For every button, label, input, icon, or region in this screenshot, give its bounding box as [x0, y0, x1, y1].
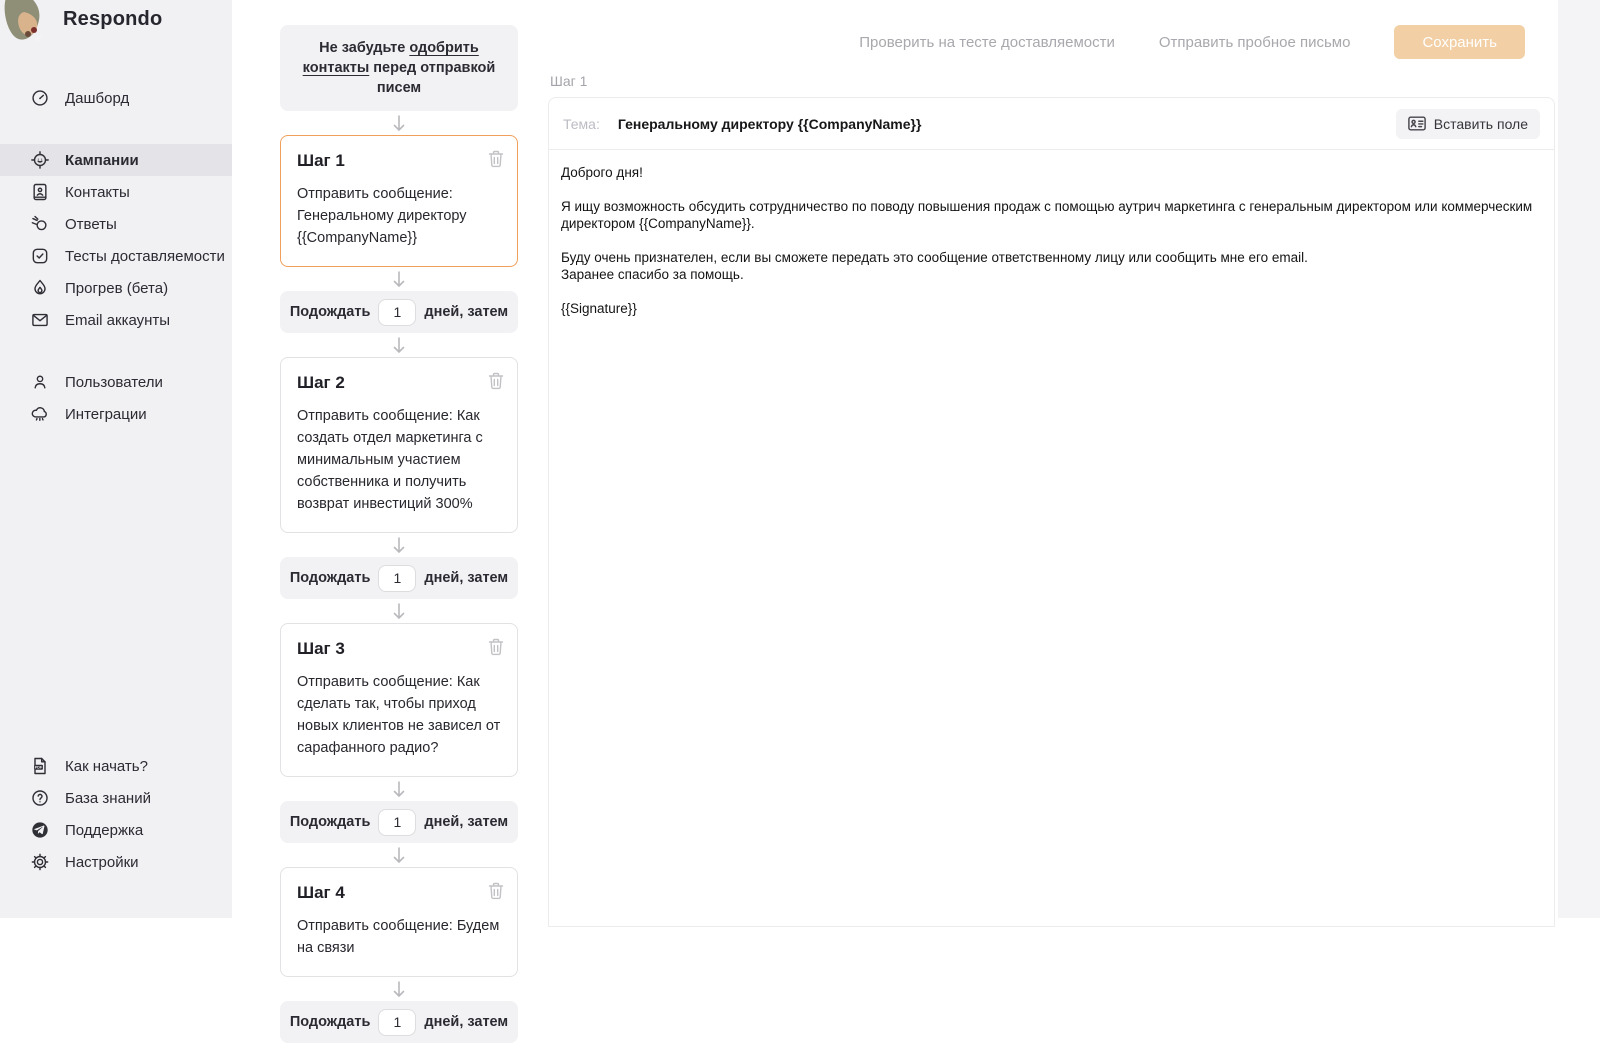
sidebar-item-replies[interactable] — [0, 208, 232, 240]
step-card-3[interactable] — [280, 623, 518, 777]
body-line: Буду очень признателен, если вы сможете передать это сообщение ответственному лицу или сообщить мне его email. — [561, 250, 1308, 265]
notice-text: Не забудьте — [319, 40, 410, 56]
wait-days-input[interactable] — [378, 299, 416, 326]
arrow-down-icon — [392, 115, 406, 131]
sidebar-item-dashboard[interactable] — [0, 82, 232, 114]
wait-before-label: Подождать — [289, 814, 371, 831]
body-line — [561, 232, 1542, 249]
pdf-file-icon — [30, 756, 50, 776]
sidebar — [0, 0, 232, 918]
telegram-icon — [30, 820, 50, 840]
sidebar-item-integrations[interactable] — [0, 398, 232, 430]
wait-before-label: Подождать — [289, 304, 371, 321]
body-line — [561, 181, 1542, 198]
target-icon — [30, 150, 50, 170]
flow-arrow — [280, 599, 518, 623]
wait-after-label: дней, затем — [424, 1014, 509, 1031]
sidebar-item-campaigns[interactable] — [0, 144, 232, 176]
nav-gap — [0, 114, 232, 144]
wait-row — [280, 557, 518, 599]
sidebar-item-label: Поддержка — [65, 821, 144, 839]
sidebar-item-label: Пользователи — [65, 373, 163, 391]
trash-icon — [488, 882, 504, 900]
wait-row — [280, 1001, 518, 1043]
user-icon — [30, 372, 50, 392]
checkbox-icon — [30, 246, 50, 266]
sidebar-item-label: Кампании — [65, 151, 139, 169]
sidebar-item-label: Email аккаунты — [65, 311, 171, 329]
sidebar-item-label: Интеграции — [65, 405, 147, 423]
step-description: Отправить сообщение: Как создать отдел маркетинга с минимальным участием собственника и получить возврат инвестиций 300% — [297, 408, 483, 513]
wait-days-input[interactable] — [378, 809, 416, 836]
body-line: Доброго дня! — [561, 165, 643, 180]
step-description: Отправить сообщение: Будем на связи — [297, 918, 500, 957]
flow-arrow — [280, 111, 518, 135]
email-editor-panel — [548, 97, 1555, 927]
sidebar-nav — [0, 82, 232, 430]
arrow-down-icon — [392, 847, 406, 863]
step-title: Шаг 4 — [297, 883, 345, 903]
svg-text:PDF: PDF — [34, 765, 43, 770]
right-gutter — [1558, 0, 1600, 918]
deliverability-test-link[interactable]: Проверить на тесте доставляемости — [859, 33, 1115, 51]
wait-after-label: дней, затем — [424, 814, 509, 831]
delete-step-button[interactable] — [487, 638, 505, 658]
sidebar-item-settings[interactable] — [0, 846, 232, 878]
arrow-down-icon — [392, 337, 406, 353]
trash-icon — [488, 372, 504, 390]
sidebar-item-users[interactable] — [0, 366, 232, 398]
arrow-down-icon — [392, 537, 406, 553]
wait-row — [280, 801, 518, 843]
insert-field-button[interactable] — [1396, 109, 1540, 139]
sidebar-item-label: Ответы — [65, 215, 117, 233]
sidebar-item-label: Настройки — [65, 853, 139, 871]
contact-book-icon — [30, 182, 50, 202]
sidebar-item-label: Тесты доставляемости — [65, 247, 225, 265]
trash-icon — [488, 638, 504, 656]
sidebar-item-warmup[interactable] — [0, 272, 232, 304]
cloud-icon — [30, 404, 50, 424]
sidebar-item-how-to-start[interactable] — [0, 750, 232, 782]
wait-before-label: Подождать — [289, 570, 371, 587]
step-description: Отправить сообщение: Генеральному директору {{CompanyName}} — [297, 186, 467, 247]
wait-after-label: дней, затем — [424, 570, 509, 587]
body-line: {{Signature}} — [561, 301, 637, 316]
send-test-email-link[interactable]: Отправить пробное письмо — [1158, 33, 1351, 51]
nav-gap — [0, 336, 232, 366]
body-line — [561, 283, 1542, 300]
id-card-icon — [1408, 116, 1426, 131]
question-circle-icon — [30, 788, 50, 808]
sidebar-item-label: Прогрев (бета) — [65, 279, 169, 297]
sidebar-item-knowledge-base[interactable] — [0, 782, 232, 814]
flow-arrow — [280, 843, 518, 867]
wait-days-input[interactable] — [378, 1009, 416, 1036]
envelope-icon — [30, 310, 50, 330]
step-title: Шаг 1 — [297, 151, 345, 170]
insert-field-label: Вставить поле — [1433, 115, 1528, 132]
flow-arrow — [280, 777, 518, 801]
contacts-approval-notice — [280, 25, 518, 111]
subject-row — [549, 98, 1554, 150]
wait-days-input[interactable] — [378, 565, 416, 592]
body-line: Я ищу возможность обсудить сотрудничество по поводу повышения продаж с помощью аутрич маркетинга с генеральным директором или коммерческим директором {{CompanyName}}. — [561, 199, 1533, 231]
arrow-down-icon — [392, 271, 406, 287]
arrow-down-icon — [392, 981, 406, 997]
arrow-down-icon — [392, 781, 406, 797]
sidebar-item-contacts[interactable] — [0, 176, 232, 208]
sidebar-item-label: Как начать? — [65, 757, 148, 775]
trash-icon — [488, 150, 504, 168]
current-step-label: Шаг 1 — [550, 73, 588, 89]
sidebar-item-label: Дашборд — [65, 89, 130, 107]
comet-icon — [30, 214, 50, 234]
editor-header — [548, 25, 1525, 59]
sidebar-footer — [0, 750, 232, 878]
sidebar-item-deliverability-tests[interactable] — [0, 240, 232, 272]
subject-input[interactable]: Генеральному директору {{CompanyName}} — [617, 115, 922, 132]
flow-arrow — [280, 533, 518, 557]
save-button[interactable]: Сохранить — [1394, 25, 1525, 59]
step-title: Шаг 2 — [297, 373, 345, 393]
gear-icon — [30, 852, 50, 872]
logo-row — [0, 0, 232, 48]
sloth-paw-logo-image — [4, 0, 60, 52]
delete-step-button[interactable] — [487, 372, 505, 392]
wait-after-label: дней, затем — [424, 304, 509, 321]
wait-before-label: Подождать — [289, 1014, 371, 1031]
sidebar-item-email-accounts[interactable] — [0, 304, 232, 336]
step-card-1[interactable] — [280, 135, 518, 267]
sidebar-item-label: Контакты — [65, 183, 130, 201]
notice-text: перед отправкой писем — [369, 60, 496, 96]
flow-arrow — [280, 267, 518, 291]
arrow-down-icon — [392, 603, 406, 619]
sequence-flow-column — [280, 25, 518, 1043]
email-body-editor[interactable] — [549, 150, 1554, 926]
gauge-icon — [30, 88, 50, 108]
flow-arrow — [280, 977, 518, 1001]
sidebar-item-label: База знаний — [65, 789, 151, 807]
brand-text: Respondo — [63, 8, 163, 30]
wait-row — [280, 291, 518, 333]
step-title: Шаг 3 — [297, 639, 345, 659]
subject-label: Тема: — [563, 115, 600, 132]
flow-arrow — [280, 333, 518, 357]
delete-step-button[interactable] — [487, 150, 505, 170]
step-card-2[interactable] — [280, 357, 518, 533]
sidebar-item-support[interactable] — [0, 814, 232, 846]
step-description: Отправить сообщение: Как сделать так, чтобы приход новых клиентов не зависел от сарафанного радио? — [297, 674, 501, 757]
approve-contacts-link[interactable]: одобрить контакты — [302, 40, 479, 76]
step-card-4[interactable] — [280, 867, 518, 977]
body-line: Заранее спасибо за помощь. — [561, 267, 744, 282]
delete-step-button[interactable] — [487, 882, 505, 902]
flame-icon — [30, 278, 50, 298]
